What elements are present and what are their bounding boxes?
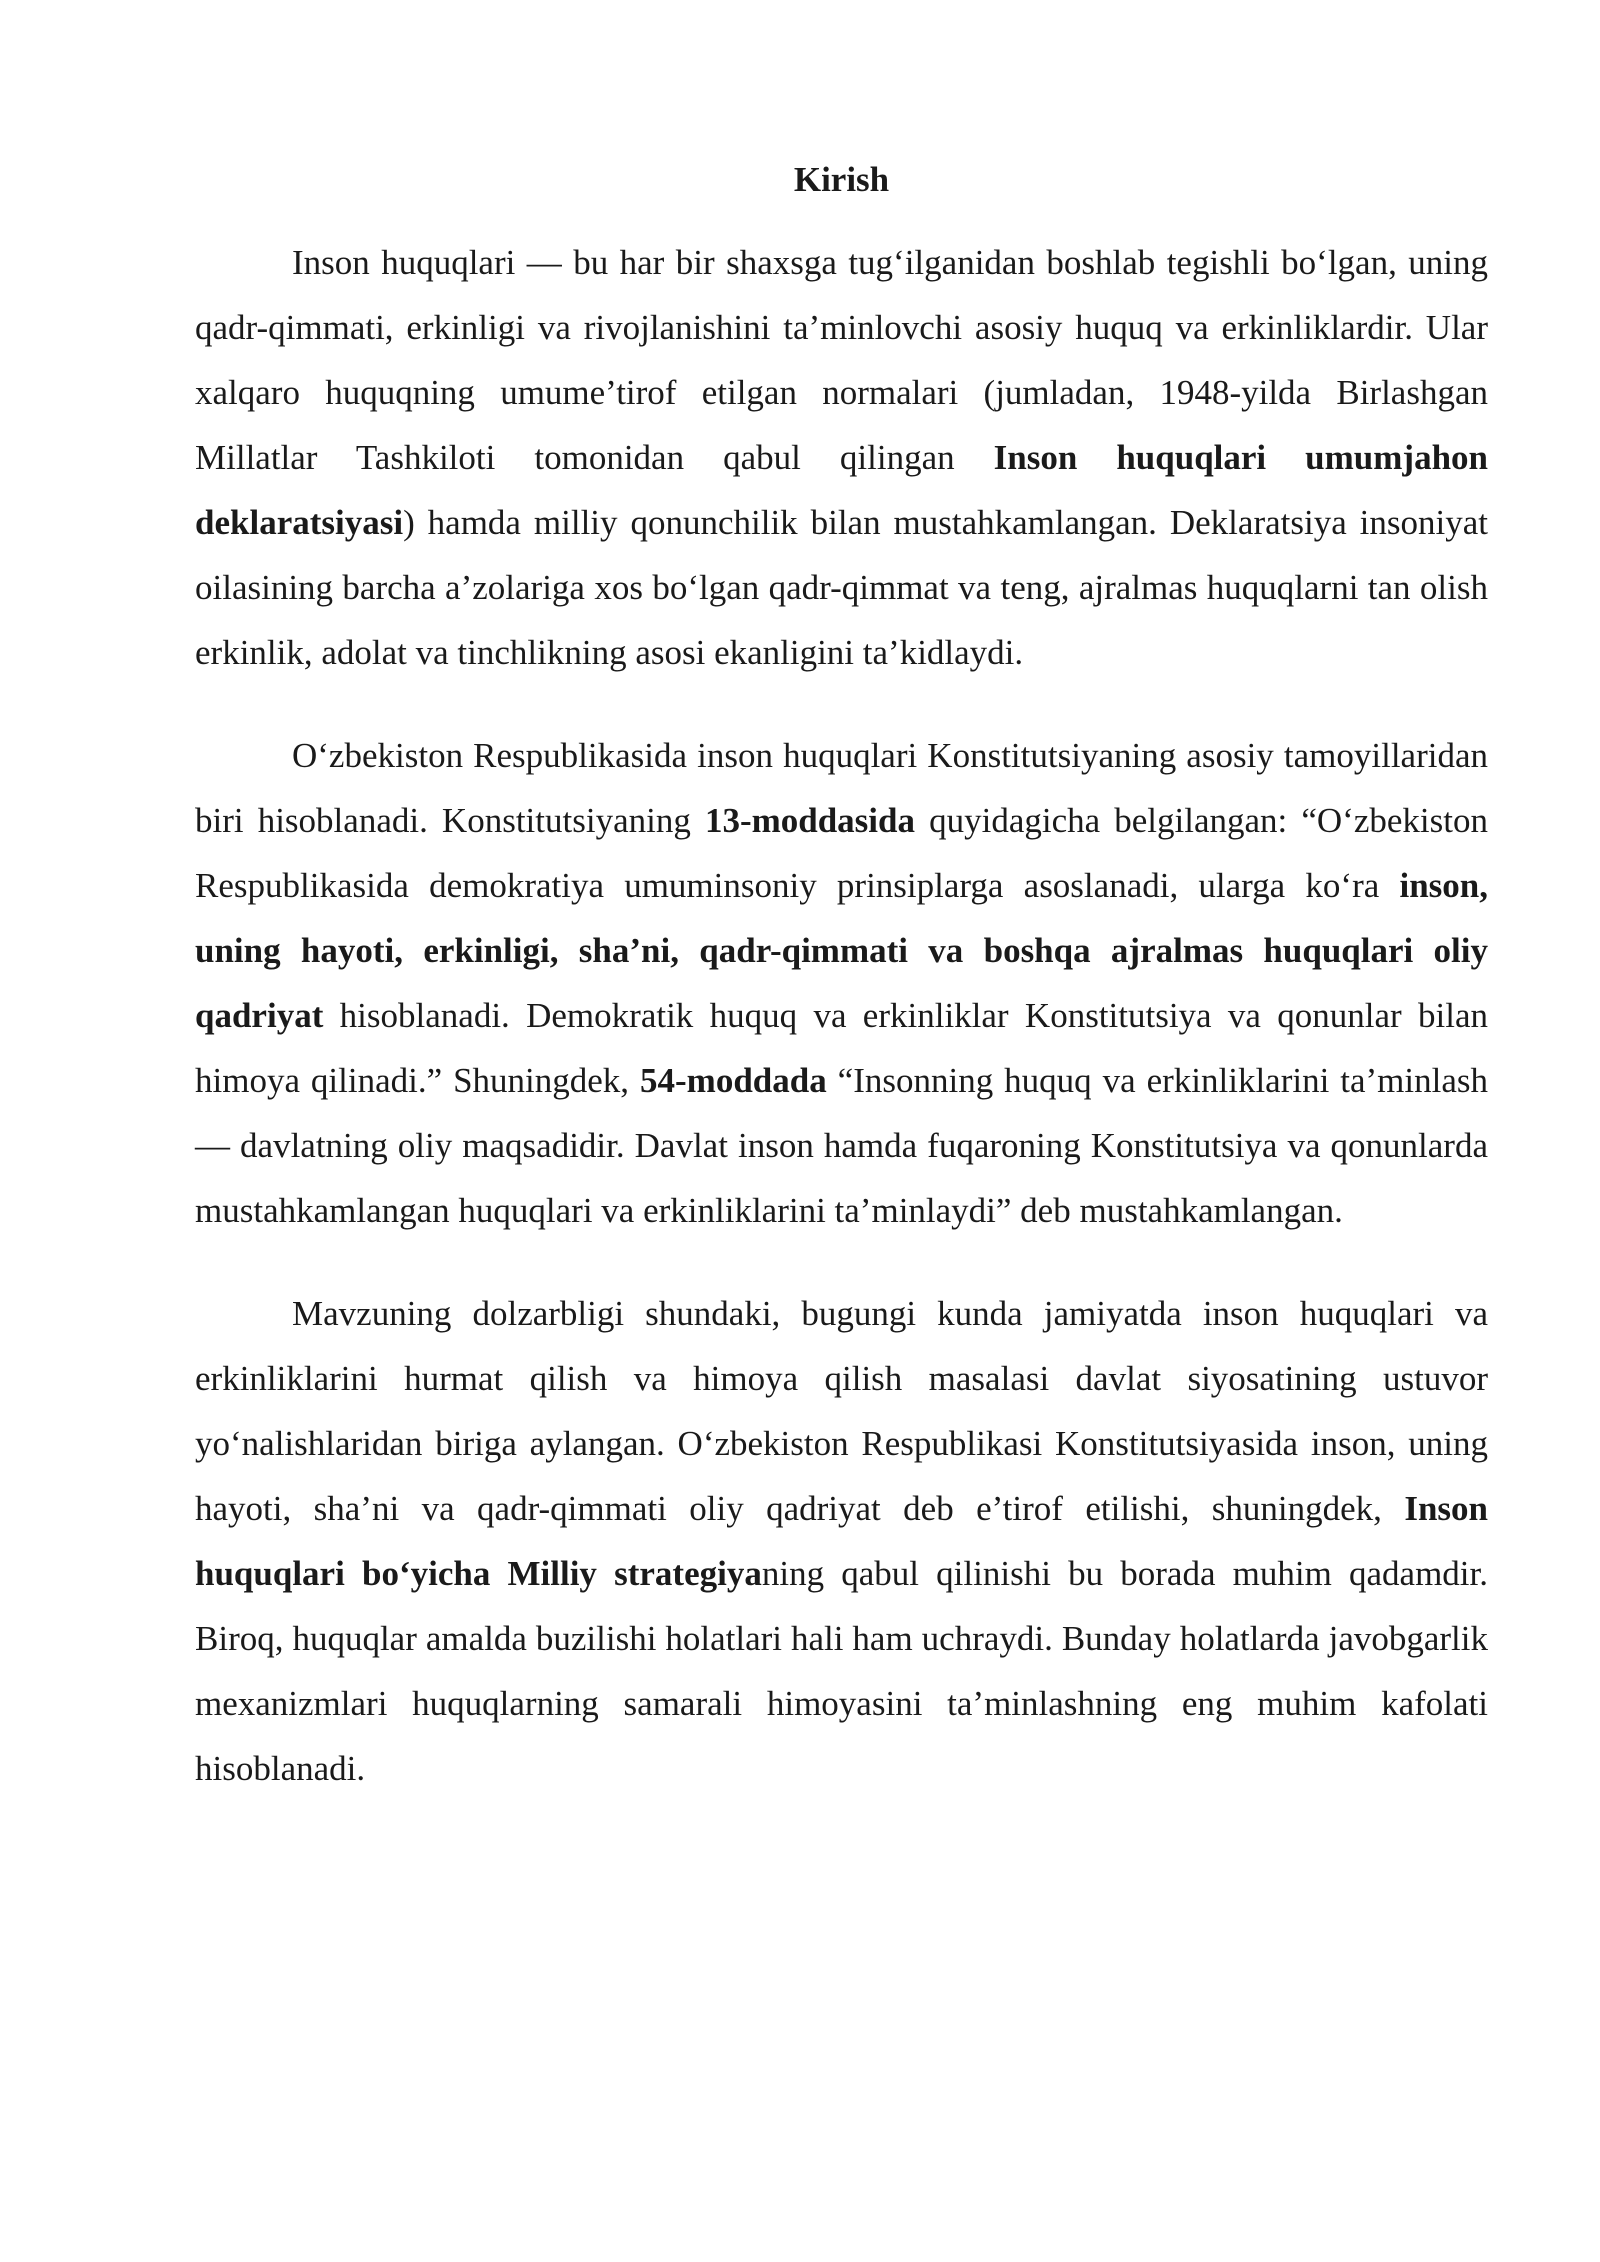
paragraph-3-text-2: ning qabul qilinishi bu borada muhim qadamdir. Biroq, huquqlar amalda buzilishi holatlari hali ham uchraydi. Bunday holatlarda javobgarlik mexanizmlari huquqlarning samarali himoyasini ta’minlashning eng muhim kafolati hisoblanadi. — [195, 1554, 1488, 1788]
paragraph-2-text-1: O‘zbekiston Respublikasida inson huquqlari Konstitutsiyaning asosiy tamoyillaridan biri hisoblanadi. Konstitutsiyaning — [195, 736, 1488, 840]
document-body — [195, 150, 1488, 1839]
paragraph-1-bold-1: Inson huquqlari umumjahon deklaratsiyasi — [195, 438, 1489, 542]
paragraph-3-text-1: Mavzuning dolzarbligi shundaki, bugungi kunda jamiyatda inson huquqlari va erkinliklarini hurmat qilish va himoya qilish masalasi davlat siyosatining ustuvor yo‘nalishlaridan biriga aylangan. O‘zbekiston Respublikasi Konstitutsiyasida inson, uning hayoti, sha’ni va qadr-qimmati oliy qadriyat deb e’tirof etilishi, shuningdek, — [195, 1294, 1488, 1528]
paragraph-2-text-4: “Insonning huquq va erkinliklarini ta’minlash — davlatning oliy maqsadidir. Davlat inson hamda fuqaroning Konstitutsiya va qonunlarda mustahkamlangan huquqlari va erkinliklarini ta’minlaydi” deb mustahkamlangan. — [195, 1061, 1488, 1230]
paragraph-2 — [195, 723, 1488, 1243]
paragraph-3 — [195, 1281, 1488, 1801]
paragraph-2-bold-2: inson, uning hayoti, erkinligi, sha’ni, qadr-qimmati va boshqa ajralmas huquqlari oliy qadriyat — [195, 866, 1488, 1035]
paragraph-2-bold-1: 13-moddasida — [704, 801, 915, 840]
page-title: Kirish — [793, 160, 890, 199]
paragraph-3-bold-1: Inson huquqlari bo‘yicha Milliy strategiya — [195, 1489, 1488, 1593]
paragraph-1-text-1: Inson huquqlari — bu har bir shaxsga tug‘ilganidan boshlab tegishli bo‘lgan, uning qadr-qimmati, erkinligi va rivojlanishini ta’minlovchi asosiy huquq va erkinliklardir. Ular xalqaro huquqning umume’tirof etilgan normalari (jumladan, 1948-yilda Birlashgan Millatlar Tashkiloti tomonidan qabul qilingan — [195, 243, 1488, 477]
paragraph-2-text-3: hisoblanadi. Demokratik huquq va erkinliklar Konstitutsiya va qonunlar bilan himoya qilinadi.” Shuningdek, — [195, 996, 1488, 1100]
paragraph-2-bold-3: 54-moddada — [640, 1061, 827, 1100]
paragraph-1 — [195, 230, 1488, 685]
paragraph-2-text-2: quyidagicha belgilangan: “O‘zbekiston Respublikasida demokratiya umuminsoniy prinsiplarga asoslanadi, ularga ko‘ra — [195, 801, 1488, 905]
paragraph-1-text-2: ) hamda milliy qonunchilik bilan mustahkamlangan. Deklaratsiya insoniyat oilasining barcha a’zolariga xos bo‘lgan qadr-qimmat va teng, ajralmas huquqlarni tan olish erkinlik, adolat va tinchlikning asosi ekanligini ta’kidlaydi. — [195, 503, 1488, 672]
